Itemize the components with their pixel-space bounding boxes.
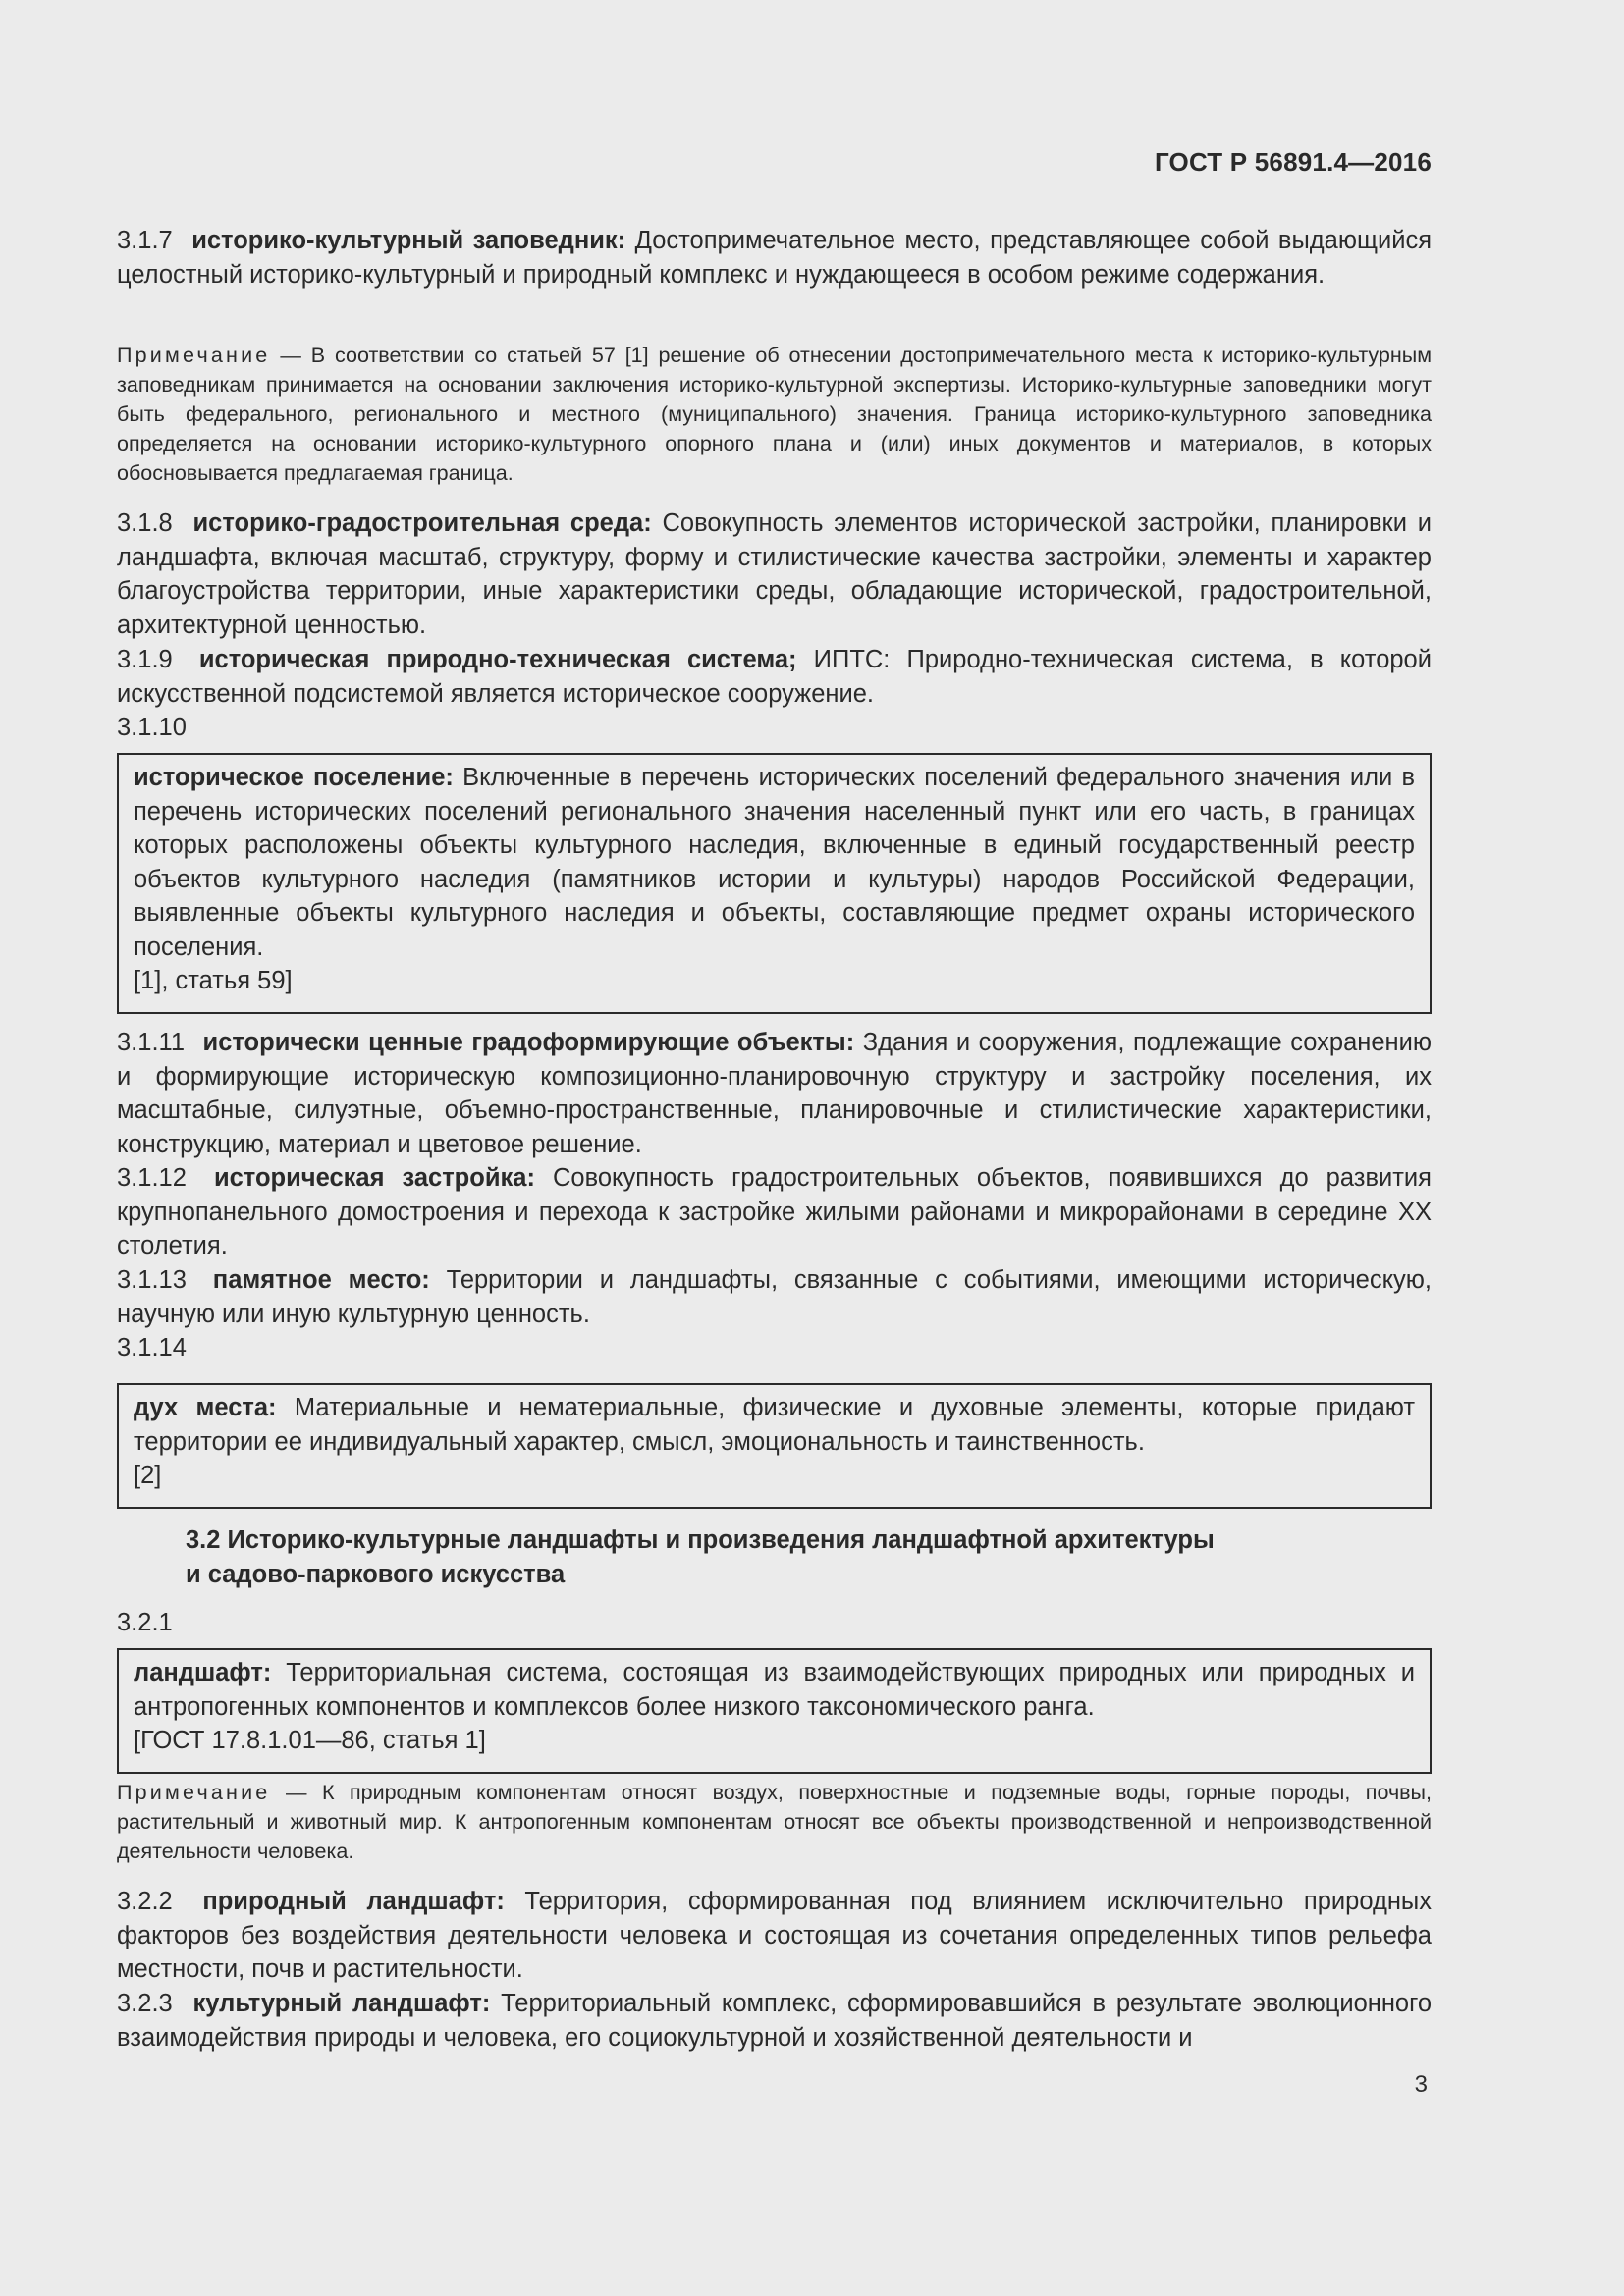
entry-definition: Материальные и нематериальные, физические и духовные элементы, которые придают территории ее индивидуальный характер, смысл, эмоциональность и таинственность. — [134, 1394, 1415, 1456]
entry-number: 3.1.12 — [117, 1164, 187, 1192]
term-entry-3-1-11 — [117, 1026, 1432, 1161]
entry-definition: Включенные в перечень исторических поселений федерального значения или в перечень исторических поселений регионального значения населенный пункт или его часть, в границах которых расположены объекты культурного наследия, включенные в единый государственный реестр объектов культурного наследия (памятников истории и культуры) народов Российской Федерации, выявленные объекты культурного наследия и объекты, составляющие предмет охраны исторического поселения. — [134, 764, 1416, 961]
entry-definition: Территориальная система, состоящая из взаимодействующих природных или природных и антропогенных компонентов и комплексов более низкого таксономического ранга. — [134, 1659, 1415, 1721]
section-heading-line: 3.2 Историко-культурные ландшафты и произведения ландшафтной архитектуры — [186, 1526, 1215, 1554]
definition-box-3-2-1 — [117, 1648, 1432, 1774]
entry-term: историко-градостроительная среда: — [192, 509, 652, 537]
definition-box-3-1-10 — [117, 753, 1432, 1014]
doc-header: ГОСТ Р 56891.4—2016 — [1154, 147, 1432, 177]
entry-source: [ГОСТ 17.8.1.01—86, статья 1] — [134, 1727, 486, 1754]
entry-number-3-2-1: 3.2.1 — [117, 1609, 173, 1636]
entry-term: историко-культурный заповедник: — [191, 227, 626, 254]
entry-number: 3.2.3 — [117, 1990, 173, 2017]
term-entry-3-1-9 — [117, 643, 1432, 711]
entry-definition: Здания и сооружения, подлежащие сохранению и формирующие историческую композиционно-планировочную структуру и застройку поселения, их масштабные, силуэтные, объемно-пространственные, планировочные и стилистические характеристики, конструкцию, материал и цветовое решение. — [117, 1029, 1432, 1158]
entry-source: [2] — [134, 1462, 162, 1489]
term-entry-3-1-12 — [117, 1161, 1432, 1263]
entry-term: историческое поселение: — [134, 764, 454, 791]
entry-term: памятное место: — [212, 1266, 430, 1294]
section-heading-line: и садово-паркового искусства — [186, 1560, 566, 1588]
term-entry-3-1-7 — [117, 224, 1432, 292]
entry-term: историческая природно-техническая система; — [198, 646, 797, 673]
term-entry-3-1-8 — [117, 507, 1432, 642]
term-entry-3-1-13 — [117, 1263, 1432, 1331]
entry-definition: Территория, сформированная под влиянием исключительно природных факторов без воздействия деятельности человека и состоящая из сочетания определенных типов рельефа местности, почв и растительности. — [117, 1888, 1432, 1983]
entry-number: 3.1.13 — [117, 1266, 187, 1294]
entry-number-3-1-10: 3.1.10 — [117, 714, 187, 741]
note-text: — В соответствии со статьей 57 [1] решение об отнесении достопримечательного места к историко-культурным заповедникам принимается на основании заключения историко-культурной экспертизы. Историко-культурные заповедники могут быть федерального, регионального и местного (муниципального) значения. Граница историко-культурного заповедника определяется на основании историко-культурного опорного плана и (или) иных документов и материалов, в которых обосновывается предлагаемая граница. — [117, 344, 1432, 485]
note-text: — К природным компонентам относят воздух, поверхностные и подземные воды, горные породы, почвы, растительный и животный мир. К антропогенным компонентам относят все объекты производственной и непроизводственной деятельности человека. — [117, 1781, 1432, 1863]
section-heading-3-2 — [117, 1523, 1432, 1591]
entry-definition: Территориальный комплекс, сформировавшийся в результате эволюционного взаимодействия природы и человека, его социокультурной и хозяйственной деятельности и — [117, 1990, 1433, 2052]
note-label: Примечание — [117, 344, 271, 367]
entry-number: 3.2.2 — [117, 1888, 173, 1915]
entry-definition: Территории и ландшафты, связанные с событиями, имеющими историческую, научную или иную культурную ценность. — [117, 1266, 1433, 1328]
entry-number: 3.1.11 — [117, 1029, 186, 1056]
entry-term: исторически ценные градоформирующие объекты: — [202, 1029, 855, 1056]
entry-term: ландшафт: — [134, 1659, 272, 1686]
entry-term: дух места: — [134, 1394, 277, 1421]
entry-definition: Совокупность градостроительных объектов, появившихся до развития крупнопанельного домостроения и перехода к застройке жилыми районами и микрорайонами в середине XX столетия. — [117, 1164, 1432, 1259]
page-number: 3 — [1414, 2071, 1428, 2098]
note-2 — [117, 1778, 1432, 1866]
entry-definition: ИПТС: Природно-техническая система, в которой искусственной подсистемой является историческое сооружение. — [117, 646, 1432, 708]
entry-number-3-1-14: 3.1.14 — [117, 1334, 187, 1362]
entry-term: природный ландшафт: — [202, 1888, 505, 1915]
entry-source: [1], статья 59] — [134, 967, 293, 994]
entry-number: 3.1.7 — [117, 227, 173, 254]
term-entry-3-2-2 — [117, 1885, 1432, 1987]
note-1 — [117, 341, 1432, 488]
entry-definition: Достопримечательное место, представляющее собой выдающийся целостный историко-культурный и природный комплекс и нуждающееся в особом режиме содержания. — [117, 227, 1432, 289]
term-entry-3-2-3 — [117, 1987, 1432, 2055]
entry-number: 3.1.9 — [117, 646, 173, 673]
note-label: Примечание — [117, 1781, 271, 1804]
entry-term: культурный ландшафт: — [192, 1990, 491, 2017]
entry-definition: Совокупность элементов исторической застройки, планировки и ландшафта, включая масштаб, структуру, форму и стилистические качества застройки, элементы и характер благоустройства территории, иные характеристики среды, обладающие исторической, градостроительной, архитектурной ценностью. — [117, 509, 1432, 639]
entry-term: историческая застройка: — [213, 1164, 535, 1192]
definition-box-3-1-14 — [117, 1383, 1432, 1509]
entry-number: 3.1.8 — [117, 509, 173, 537]
